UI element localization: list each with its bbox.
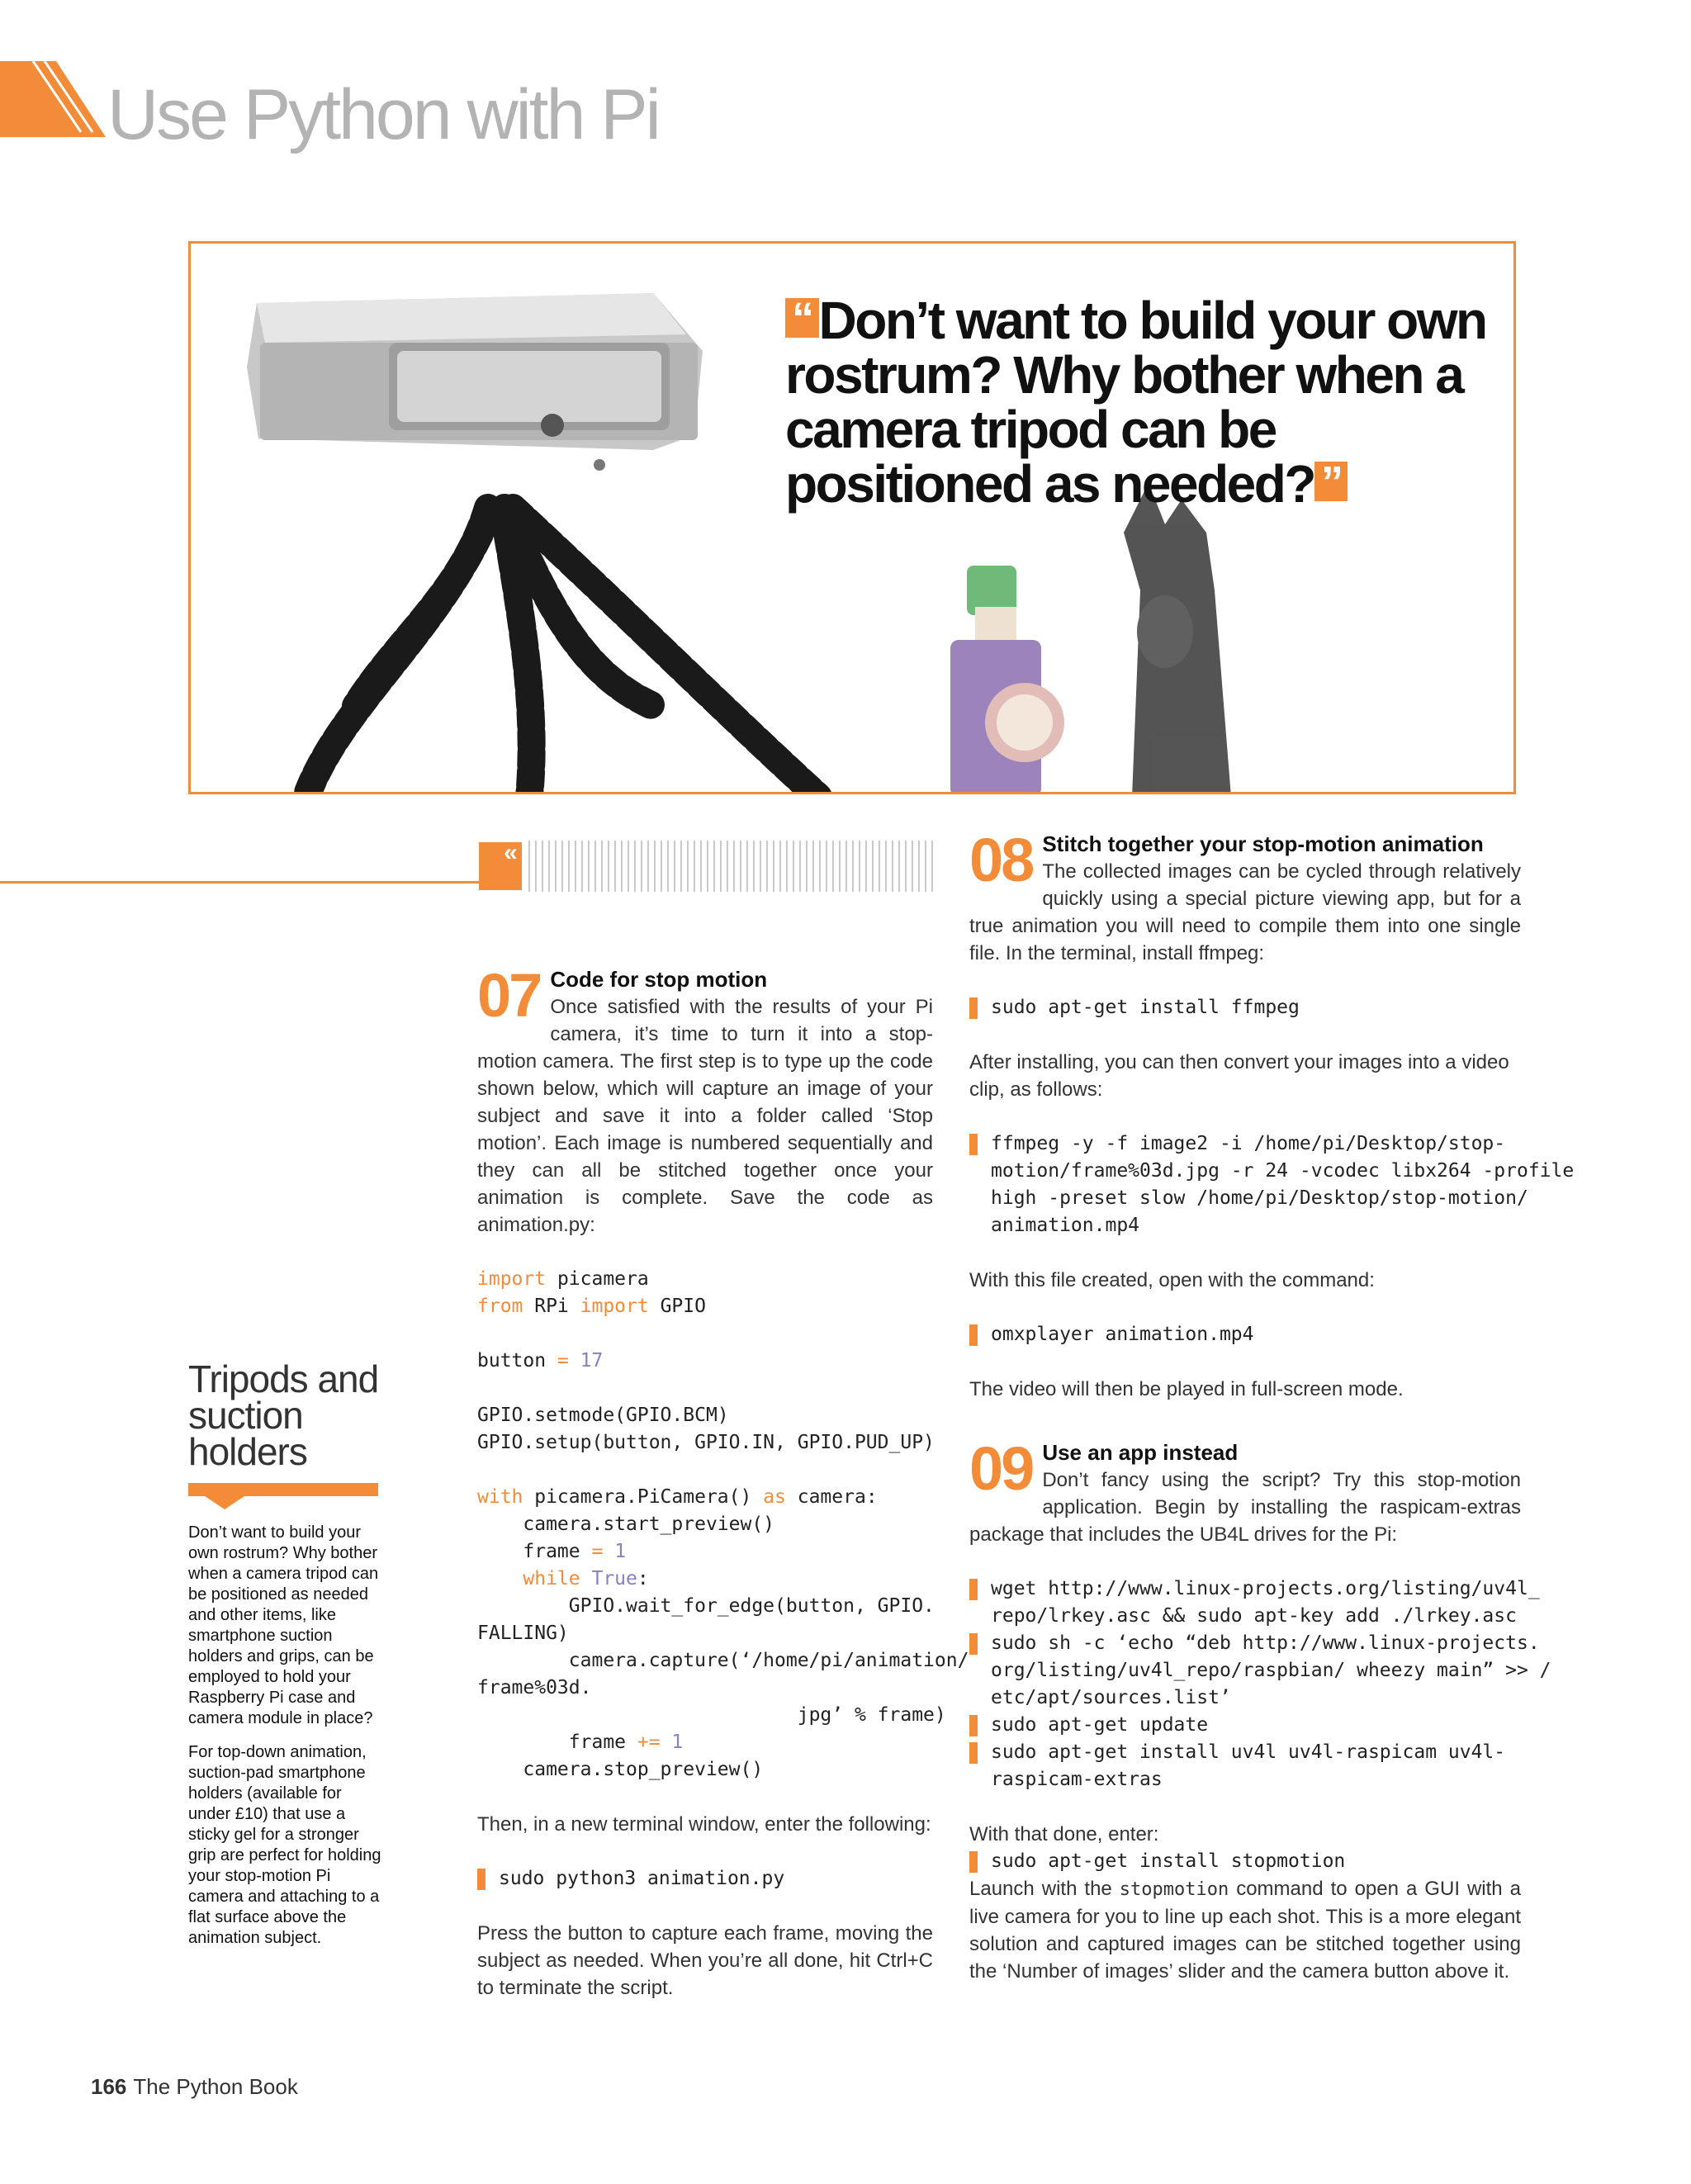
- section-title: Use Python with Pi: [107, 75, 659, 154]
- hero-image: [188, 241, 1516, 794]
- step-07-closing: Press the button to capture each frame, moving the subject as needed. When you’re all done, hit Ctrl+C to terminate the script.: [477, 1922, 933, 1999]
- step-08-title: Stitch together your stop-motion animation: [1042, 831, 1484, 856]
- steps-08-09-column: [969, 826, 1575, 1985]
- page-footer: [91, 2074, 298, 2100]
- terminal-command: wget http://www.linux-projects.org/listing/uv4l_ repo/lrkey.asc && sudo apt-key add ./lrkey.asc: [969, 1575, 1521, 1630]
- terminal-command: sudo apt-get install ffmpeg: [969, 994, 1521, 1021]
- close-quote-icon: ”: [1314, 462, 1348, 501]
- step-07-title: Code for stop motion: [550, 967, 768, 992]
- sidebar-accent-rule: [188, 1483, 378, 1496]
- sidebar-title: Tripods and suction holders: [188, 1357, 379, 1473]
- terminal-command: sudo python3 animation.py: [477, 1865, 933, 1893]
- step-09-body: Don’t fancy using the script? Try this stop-motion application. Begin by installing the raspicam-extras package that includes the UB4L drives for the Pi:: [969, 1469, 1521, 1546]
- terminal-command: ffmpeg -y -f image2 -i /home/pi/Desktop/stop- motion/frame%03d.jpg -r 24 -vcodec libx264 -profile high -preset slow /home/pi/Desktop/stop-motion/ animation.mp4: [969, 1130, 1521, 1239]
- step-09-closing: Launch with the stopmotion command to open a GUI with a live camera for you to line up each shot. This is a more elegant solution and captured images can be stitched together using the ‘Number of images’ slider and the camera button above it.: [969, 1878, 1521, 1983]
- terminal-command: sudo sh -c ‘echo “deb http://www.linux-projects. org/listing/uv4l_repo/raspbian/ wheezy main” >> / etc/apt/sources.list’: [969, 1630, 1521, 1712]
- section-tab-graphic: [0, 61, 106, 137]
- publication-name: The Python Book: [133, 2074, 298, 2099]
- command-bar-icon: [477, 1869, 486, 1890]
- step-08-number: 08: [969, 826, 1033, 894]
- step-07-number: 07: [477, 961, 541, 1030]
- step-09-title: Use an app instead: [1042, 1440, 1239, 1465]
- step-09-after-cmds: With that done, enter:: [969, 1823, 1159, 1845]
- step-08-after-cmd2: With this file created, open with the command:: [969, 1269, 1375, 1291]
- pull-quote: [785, 291, 1512, 514]
- step-07-after-code: Then, in a new terminal window, enter the following:: [477, 1813, 931, 1836]
- code-listing: import picamera from RPi import GPIO button = 17 GPIO.setmode(GPIO.BCM) GPIO.setup(button, GPIO.IN, GPIO.PUD_UP) with picamera.PiCamera() as camera: camera.start_preview() frame = 1 while True: GPIO.wait_for_edge(button, GPIO. FALLING) camera.capture(‘/home/pi/animation/ frame%03d. jpg’ % frame) frame += 1 camera.stop_preview(): [477, 1268, 969, 1780]
- terminal-command: sudo apt-get install uv4l uv4l-raspicam uv4l- raspicam-extras: [969, 1739, 1521, 1793]
- step-09-number: 09: [969, 1434, 1033, 1503]
- step-08-after-cmd3: The video will then be played in full-screen mode.: [969, 1378, 1404, 1400]
- sidebar-paragraph: For top-down animation, suction-pad smartphone holders (available for under £10) that use a sticky gel for a stronger grip are perfect for holding your stop-motion Pi camera and attaching to a flat surface above the animation subject.: [188, 1743, 381, 1947]
- step-07-column: [477, 961, 969, 2002]
- step-08-body: The collected images can be cycled through relatively quickly using a special picture viewing app, but for a true animation you will need to compile them into one single file. In the terminal, install ffmpeg:: [969, 860, 1521, 964]
- page-number: 166: [91, 2074, 127, 2099]
- pull-quote-text: Don’t want to build your own rostrum? Why bother when a camera tripod can be positioned as needed?: [785, 291, 1486, 514]
- step-08-after-cmd1: After installing, you can then convert your images into a video clip, as follows:: [969, 1051, 1509, 1101]
- terminal-command: sudo apt-get install stopmotion: [969, 1848, 1521, 1875]
- sidebar-paragraph: Don’t want to build your own rostrum? Why bother when a camera tripod can be positioned as needed and other items, like smartphone suction holders and grips, can be employed to hold your Raspberry Pi case and camera module in place?: [188, 1523, 379, 1727]
- open-quote-icon: “: [785, 298, 819, 338]
- sidebar-body: [188, 1523, 386, 1962]
- terminal-command: sudo apt-get update: [969, 1712, 1521, 1739]
- step-07-body: Once satisfied with the results of your Pi camera, it’s time to turn it into a stop-motion camera. The first step is to type up the code shown below, which will capture an image of your subject and save it into a folder called ‘Stop motion’. Each image is numbered sequentially and they can all be stitched together once your animation is complete. Save the code as animation.py:: [477, 996, 933, 1236]
- terminal-command: omxplayer animation.mp4: [969, 1321, 1521, 1348]
- left-accent-rule: [0, 881, 482, 884]
- divider-marker: «: [479, 842, 522, 890]
- divider-lines: [528, 841, 936, 892]
